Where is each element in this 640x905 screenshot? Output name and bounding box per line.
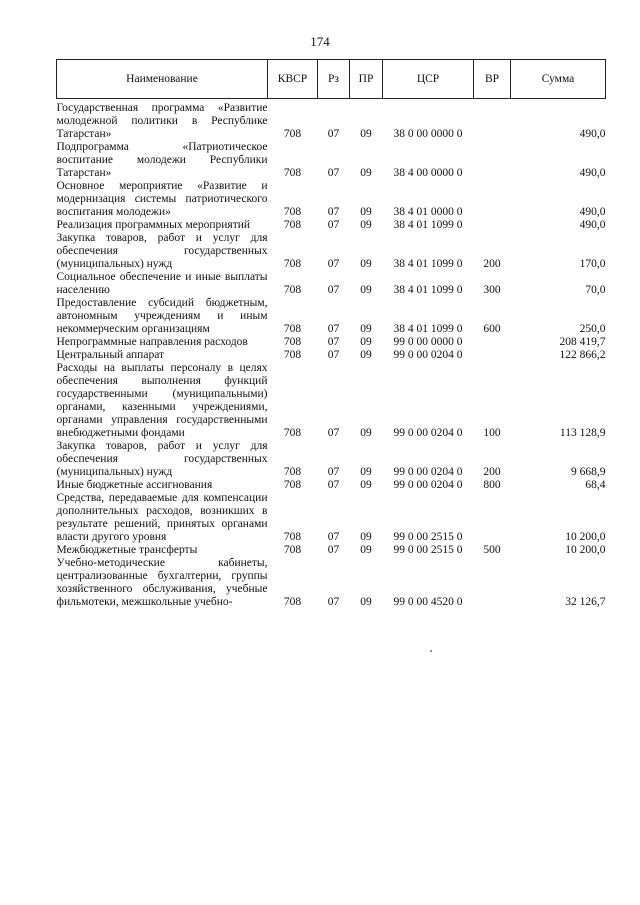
cell-csr: 38 4 01 1099 0 [393, 219, 463, 231]
cell-name: Межбюджетные трансферты [56, 544, 198, 556]
table-row [57, 440, 606, 479]
cell-name: Иные бюджетные ассигнования [56, 479, 213, 491]
cell-name: Реализация программных мероприятий [56, 219, 251, 231]
cell-amount: 9 668,9 [571, 466, 606, 478]
cell-kvsr: 708 [283, 219, 302, 231]
cell-vr [474, 99, 511, 142]
cell-vr: 500 [483, 544, 501, 556]
cell-amount: 490,0 [579, 128, 606, 140]
cell-rz: 07 [327, 167, 340, 179]
cell-pr: 09 [360, 284, 372, 296]
cell-name: Закупка товаров, работ и услуг для обеспечения государственных (муниципальных) нужд [56, 440, 268, 478]
cell-pr: 09 [360, 479, 372, 491]
cell-name: Центральный аппарат [56, 349, 165, 361]
table-header-row [57, 60, 606, 99]
cell-name: Закупка товаров, работ и услуг для обеспечения государственных (муниципальных) нужд [56, 232, 268, 270]
column-header-rz: Рз [318, 60, 350, 99]
cell-pr: 09 [360, 323, 372, 335]
table-row [57, 232, 606, 271]
cell-name: Расходы на выплаты персоналу в целях обеспечения выполнения функций государственными (муниципальными) органами, казенными учреждениями, органами управления государственными внебюджетными фондами [56, 362, 268, 439]
table-row [57, 362, 606, 440]
cell-pr: 09 [360, 544, 372, 556]
cell-kvsr: 708 [283, 206, 302, 218]
cell-amount: 68,4 [585, 479, 606, 491]
cell-amount: 490,0 [579, 206, 606, 218]
cell-amount: 122 866,2 [559, 349, 606, 361]
cell-amount: 208 419,7 [559, 336, 606, 348]
cell-amount: 10 200,0 [565, 531, 606, 543]
cell-csr: 99 0 00 2515 0 [393, 544, 463, 556]
cell-pr: 09 [360, 531, 372, 543]
table-row [57, 219, 606, 232]
table-row [57, 492, 606, 544]
cell-amount: 70,0 [585, 284, 606, 296]
cell-rz: 07 [327, 349, 340, 361]
cell-pr: 09 [360, 466, 372, 478]
table-row [57, 336, 606, 349]
cell-kvsr: 708 [283, 336, 302, 348]
cell-pr: 09 [360, 167, 372, 179]
table-row [57, 349, 606, 362]
cell-amount: 32 126,7 [565, 596, 606, 608]
cell-rz: 07 [327, 323, 340, 335]
budget-table [56, 59, 606, 609]
cell-rz: 07 [327, 219, 340, 231]
scan-speck [430, 650, 432, 652]
cell-rz: 07 [327, 466, 340, 478]
cell-pr: 09 [360, 349, 372, 361]
table-row [57, 99, 606, 142]
column-header-name: Наименование [57, 60, 268, 99]
cell-csr: 99 0 00 0204 0 [393, 349, 463, 361]
cell-name: Социальное обеспечение и иные выплаты населению [56, 271, 268, 296]
cell-vr: 600 [483, 323, 501, 335]
column-header-amount: Сумма [511, 60, 606, 99]
cell-pr: 09 [360, 219, 372, 231]
cell-csr: 99 0 00 0204 0 [393, 466, 463, 478]
cell-name: Основное мероприятие «Развитие и модернизация системы патриотического воспитания молодежи» [56, 180, 268, 218]
cell-pr: 09 [360, 128, 372, 140]
cell-kvsr: 708 [283, 596, 302, 608]
cell-pr: 09 [360, 596, 372, 608]
cell-rz: 07 [327, 596, 340, 608]
cell-vr: 100 [483, 427, 501, 439]
cell-amount: 10 200,0 [565, 544, 606, 556]
table-row [57, 544, 606, 557]
cell-pr: 09 [360, 206, 372, 218]
cell-vr [474, 141, 511, 180]
cell-vr [474, 349, 511, 362]
cell-amount: 490,0 [579, 219, 606, 231]
cell-csr: 99 0 00 0204 0 [393, 427, 463, 439]
cell-csr: 99 0 00 0000 0 [393, 336, 463, 348]
column-header-csr: ЦСР [383, 60, 474, 99]
cell-pr: 09 [360, 427, 372, 439]
cell-csr: 38 4 01 0000 0 [393, 206, 463, 218]
cell-vr: 200 [483, 258, 501, 270]
cell-name: Подпрограмма «Патриотическое воспитание молодежи Республики Татарстан» [56, 141, 268, 179]
column-header-kvsr: КВСР [268, 60, 318, 99]
cell-amount: 170,0 [579, 258, 606, 270]
cell-csr: 99 0 00 0204 0 [393, 479, 463, 491]
cell-csr: 38 4 01 1099 0 [393, 258, 463, 270]
cell-kvsr: 708 [283, 258, 302, 270]
table-row [57, 557, 606, 609]
cell-kvsr: 708 [283, 427, 302, 439]
cell-kvsr: 708 [283, 167, 302, 179]
cell-rz: 07 [327, 258, 340, 270]
cell-vr: 800 [483, 479, 501, 491]
cell-csr: 38 4 01 1099 0 [393, 284, 463, 296]
cell-name: Средства, передаваемые для компенсации дополнительных расходов, возникших в результате решений, принятых органами власти другого уровня [56, 492, 268, 543]
table-row [57, 141, 606, 180]
column-header-pr: ПР [350, 60, 383, 99]
cell-vr: 200 [483, 466, 501, 478]
cell-rz: 07 [327, 284, 340, 296]
cell-csr: 38 4 00 0000 0 [393, 167, 463, 179]
table-row [57, 479, 606, 492]
cell-kvsr: 708 [283, 479, 302, 491]
page-number: 174 [310, 34, 330, 49]
cell-rz: 07 [327, 427, 340, 439]
cell-kvsr: 708 [283, 323, 302, 335]
cell-amount: 113 128,9 [559, 427, 606, 439]
table-row [57, 271, 606, 297]
cell-vr [474, 180, 511, 219]
cell-vr [474, 219, 511, 232]
table-row [57, 297, 606, 336]
cell-vr [474, 336, 511, 349]
cell-name: Предоставление субсидий бюджетным, автономным учреждениям и иным некоммерческим организациям [56, 297, 268, 335]
cell-csr: 99 0 00 2515 0 [393, 531, 463, 543]
cell-rz: 07 [327, 206, 340, 218]
cell-name: Непрограммные направления расходов [56, 336, 248, 348]
cell-kvsr: 708 [283, 284, 302, 296]
cell-vr [474, 492, 511, 544]
cell-rz: 07 [327, 128, 340, 140]
cell-kvsr: 708 [283, 466, 302, 478]
table-row [57, 180, 606, 219]
cell-kvsr: 708 [283, 544, 302, 556]
cell-kvsr: 708 [283, 128, 302, 140]
cell-pr: 09 [360, 336, 372, 348]
cell-rz: 07 [327, 336, 340, 348]
cell-name: Учебно-методические кабинеты, централизованные бухгалтерии, группы хозяйственного обслуживания, учебные фильмотеки, межшкольные учебно- [56, 557, 268, 608]
cell-rz: 07 [327, 479, 340, 491]
cell-csr: 38 4 01 1099 0 [393, 323, 463, 335]
cell-vr: 300 [483, 284, 501, 296]
column-header-vr: ВР [474, 60, 511, 99]
cell-csr: 38 0 00 0000 0 [393, 128, 463, 140]
cell-amount: 250,0 [579, 323, 606, 335]
cell-name: Государственная программа «Развитие молодежной политики в Республике Татарстан» [56, 102, 268, 140]
cell-vr [474, 557, 511, 609]
cell-kvsr: 708 [283, 349, 302, 361]
cell-kvsr: 708 [283, 531, 302, 543]
cell-csr: 99 0 00 4520 0 [393, 596, 463, 608]
cell-amount: 490,0 [579, 167, 606, 179]
cell-rz: 07 [327, 544, 340, 556]
cell-pr: 09 [360, 258, 372, 270]
cell-rz: 07 [327, 531, 340, 543]
